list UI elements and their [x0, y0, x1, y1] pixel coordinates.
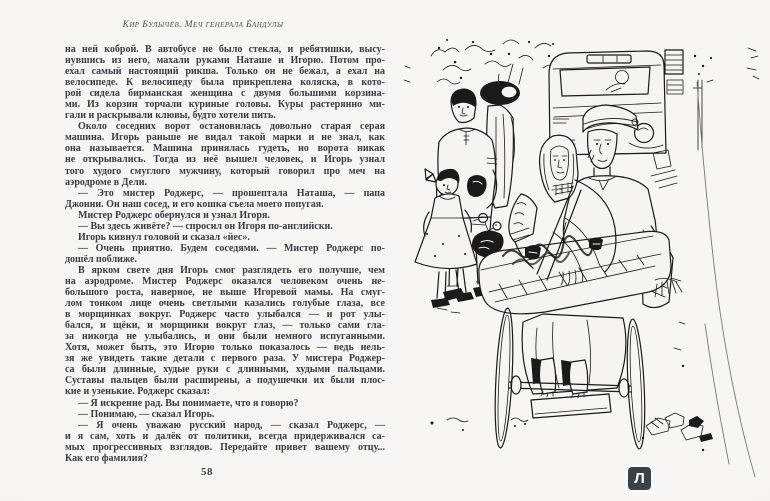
- text-line: ехал самый настоящий рикша. Только он не бежал, а ехал на: [65, 66, 385, 78]
- text-line: не открывались. Тогда из неё вышел человек, и Игорь узнал: [65, 154, 385, 166]
- text-line: большого роста, наверное, не выше Игоревой мамы. На смуг-: [65, 287, 385, 299]
- text-line: зя же увидеть такие детали с первого раза. У мистера Роджер-: [65, 353, 385, 365]
- text-line: машина. Игорь раньше не видал такой марки и не знал, как: [65, 132, 385, 144]
- text-line: бался, и щёки, и морщинки вокруг глаз, — только сами гла-: [65, 320, 385, 332]
- text-line: и я сам, хоть и далёк от политики, всегда придерживался са-: [65, 430, 385, 442]
- running-head: Кир Булычёв. Меч генерала Бандулы: [122, 20, 284, 30]
- text-line: гали и раскрывали клювы, будто хотели пить.: [65, 110, 276, 122]
- text-line: лом тонком лице очень светлыми казались голубые глаза, все: [65, 298, 385, 310]
- text-line: — Вы здесь живёте? — спросил он Игоря по-английски.: [78, 220, 333, 232]
- text-line: — Я искренне рад. Вы понимаете, что я говорю?: [78, 397, 299, 409]
- text-line: — Я очень уважаю русский народ, — сказал Роджерс, —: [78, 419, 385, 431]
- stones: [642, 413, 713, 451]
- text-line: кие и узенькие. Роджерс сказал:: [65, 386, 210, 398]
- cart-wheel-right: [625, 319, 648, 450]
- text-line: Игорь кивнул головой и сказал «йес».: [78, 231, 250, 243]
- book-illustration: [403, 22, 767, 484]
- road-edge-line: [697, 82, 755, 477]
- text-line: Джонни. Он наш сосед, и его кошка съела моего попугая.: [65, 198, 324, 210]
- text-line: рой сидела бирманская женщина с двумя большими корзина-: [65, 88, 385, 100]
- girl-sandal: [431, 298, 450, 308]
- girl-hair-bow: [425, 169, 436, 182]
- woman-shawl: [540, 135, 578, 202]
- text-line: — Очень приятно. Будем соседями. — Мистер Роджерс по-: [78, 242, 385, 254]
- woman-blouse-arm: [509, 194, 537, 242]
- cart-wheel-left: [492, 308, 515, 449]
- text-line: В ярком свете дня Игорь смог разглядеть его получше, чем: [78, 264, 385, 276]
- text-line: Около соседних ворот остановилась довольно старая серая: [78, 121, 385, 133]
- text-line: того худого смуглого мужчину, который говорил про меч на: [65, 165, 385, 177]
- text-column: [65, 44, 385, 464]
- page-number: 58: [201, 466, 213, 478]
- text-line: Мистер Роджерс обернулся и узнал Игоря.: [78, 209, 270, 221]
- trees-foliage: [404, 39, 557, 94]
- text-line: са были длинные, худые руки с длинными, худыми пальцами.: [65, 364, 385, 376]
- text-line: на аэродроме. Мистер Роджерс оказался человеком очень не-: [65, 275, 385, 287]
- chicken-basket: [479, 231, 671, 313]
- text-line: на ней коброй. В автобусе не было стекла, и ребятишки, высу-: [65, 44, 385, 55]
- text-line: Суставы пальцев были расширены, а подушечки их были плос-: [65, 375, 385, 387]
- text-line: мых прогрессивных взглядов. Передайте привет вашему отцу...: [65, 441, 385, 453]
- text-line: — Это мистер Роджерс, — прошептала Наташа, — папа: [78, 187, 385, 199]
- text-line: нувшись из него, махали руками Наташе и Игорю. Потом про-: [65, 55, 385, 67]
- driver-face: [588, 129, 617, 168]
- logo-letter: Л: [634, 470, 645, 487]
- text-line: — Понимаю, — сказал Игорь.: [78, 408, 215, 420]
- text-line: она называется. Машина принялась гудеть, но ворота никак: [65, 143, 385, 155]
- text-line: ми. Из корзин торчали куриные головы. Куры растерянно ми-: [65, 99, 385, 111]
- text-line: в морщинках вокруг. Роджерс часто улыбался — и рот улы-: [65, 309, 385, 321]
- street-background: [665, 48, 759, 477]
- text-line: дошёл поближе.: [65, 253, 137, 265]
- chicken-head: [493, 222, 501, 230]
- text-line: велосипеде. К велосипеду была прикреплена коляска, в кото-: [65, 77, 385, 89]
- illustration-canvas: [403, 22, 767, 484]
- text-line: аэродроме в Дели.: [65, 176, 147, 188]
- labirint-logo: [628, 467, 651, 490]
- text-line: Как его фамилия?: [65, 452, 148, 464]
- text-line: Хотя, может быть, это Игорю только показалось — ведь нель-: [65, 342, 385, 354]
- text-line: за никогда не улыбались, и они были немного испуганными.: [65, 331, 385, 343]
